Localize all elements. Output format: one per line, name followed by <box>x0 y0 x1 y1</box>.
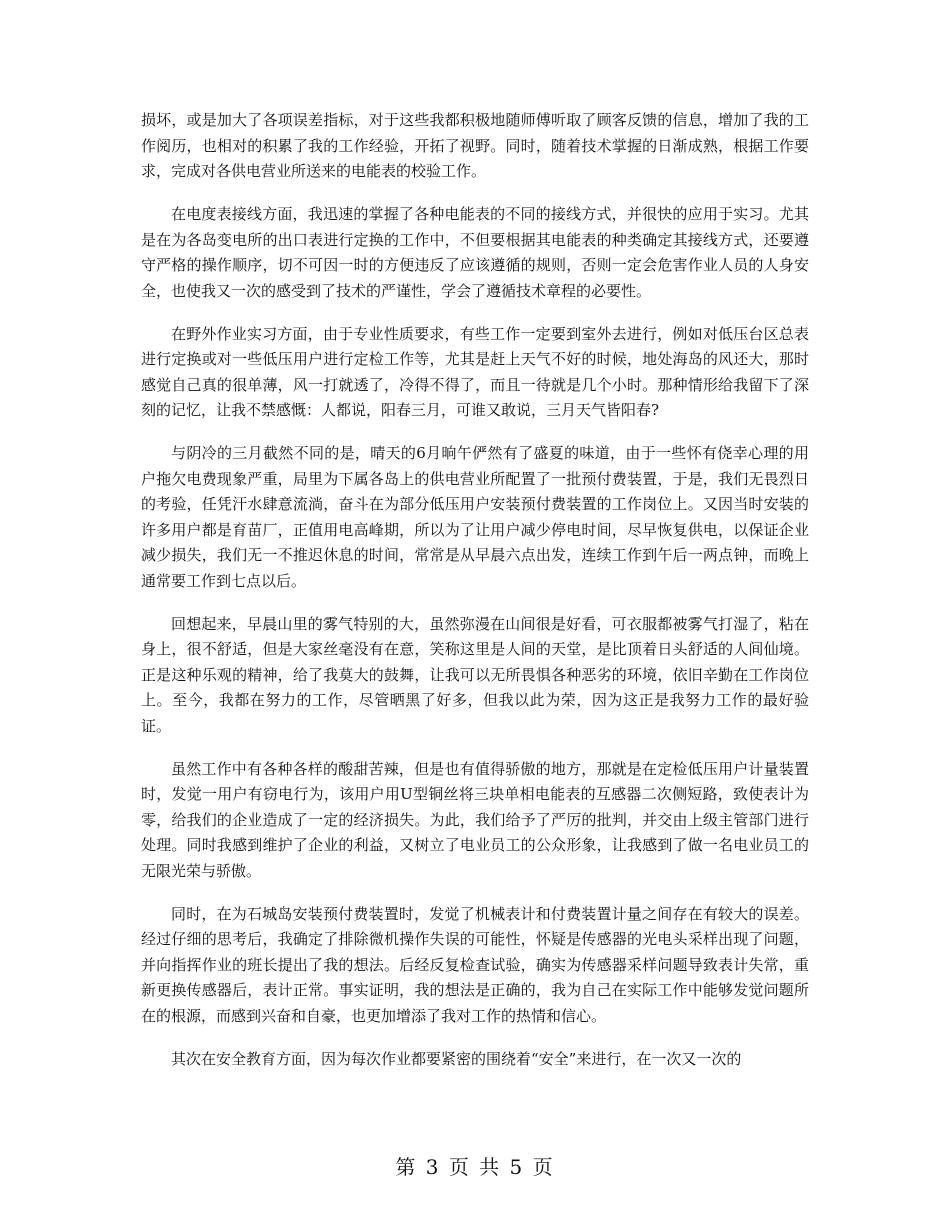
paragraph-7: 同时，在为石城岛安装预付费装置时，发觉了机械表计和付费装置计量之间存在有较大的误差。经过仔细的思考后，我确定了排除微机操作失误的可能性，怀疑是传感器的光电头采样出现了问题，并向指挥作业的班长提出了我的想法。后经反复检查试验，确实为传感器采样问题导致表计失常，重新更换传感器后，表计正常。事实证明，我的想法是正确的，我为自己在实际工作中能够发觉问题所在的根源，而感到兴奋和自豪，也更加增添了我对工作的热情和信心。 <box>141 904 809 1025</box>
page-body <box>141 108 809 1090</box>
paragraph-1: 损坏，或是加大了各项误差指标，对于这些我都积极地随师傅听取了顾客反馈的信息，增加了我的工作阅历，也相对的积累了我的工作经验，开拓了视野。同时，随着技术掌握的日渐成熟，根据工作要求，完成对各供电营业所送来的电能表的校验工作。 <box>141 111 809 180</box>
paragraph-4: 与阴冷的三月截然不同的是，晴天的6月晌午俨然有了盛夏的味道，由于一些怀有侥幸心理的用户拖欠电费现象严重，局里为下属各岛上的供电营业所配置了一批预付费装置，于是，我们无畏烈日的考验，任凭汗水肆意流淌，奋斗在为部分低压用户安装预付费装置的工作岗位上。又因当时安装的许多用户都是育苗厂，正值用电高峰期，所以为了让用户减少停电时间，尽早恢复供电，以保证企业减少损失，我们无一不推迟休息的时间，常常是从早晨六点出发，连续工作到午后一两点钟，而晚上通常要工作到七点以后。 <box>141 444 809 590</box>
paragraph-8: 其次在安全教育方面，因为每次作业都要紧密的围绕着“安全”来进行，在一次又一次的 <box>171 1049 742 1068</box>
paragraph-2: 在电度表接线方面，我迅速的掌握了各种电能表的不同的接线方式，并很快的应用于实习。尤其是在为各岛变电所的出口表进行定换的工作中，不但要根据其电能表的种类确定其接线方式，还要遵守严格的操作顺序，切不可因一时的方便违反了应该遵循的规则，否则一定会危害作业人员的人身安全，也使我又一次的感受到了技术的严谨性，学会了遵循技术章程的必要性。 <box>141 205 809 300</box>
paragraph-3: 在野外作业实习方面，由于专业性质要求，有些工作一定要到室外去进行，例如对低压台区总表进行定换或对一些低压用户进行定检工作等，尤其是赶上天气不好的时候，地处海岛的风还大，那时感觉自己真的很单薄，风一打就透了，冷得不得了，而且一待就是几个小时。那种情形给我留下了深刻的记忆，让我不禁感慨：人都说，阳春三月，可谁又敢说，三月天气皆阳春? <box>141 324 809 419</box>
paragraph-6: 虽然工作中有各种各样的酸甜苦辣，但是也有值得骄傲的地方，那就是在定检低压用户计量装置时，发觉一用户有窃电行为，该用户用U型铜丝将三块单相电能表的互感器二次侧短路，致使表计为零，给我们的企业造成了一定的经济损失。为此，我们给予了严厉的批判，并交由上级主管部门进行处理。同时我感到维护了企业的利益，又树立了电业员工的公众形象，让我感到了做一名电业员工的无限光荣与骄傲。 <box>141 759 809 880</box>
paragraph-5: 回想起来，早晨山里的雾气特别的大，虽然弥漫在山间很是好看，可衣服都被雾气打湿了，粘在身上，很不舒适，但是大家丝毫没有在意，笑称这里是人间的天堂，是比顶着日头舒适的人间仙境。正是这种乐观的精神，给了我莫大的鼓舞，让我可以无所畏惧各种恶劣的环境，依旧辛勤在工作岗位上。至今，我都在努力的工作，尽管晒黑了好多，但我以此为荣，因为这正是我努力工作的最好验证。 <box>141 614 809 735</box>
page-number-footer: 第 3 页 共 5 页 <box>395 1155 555 1179</box>
